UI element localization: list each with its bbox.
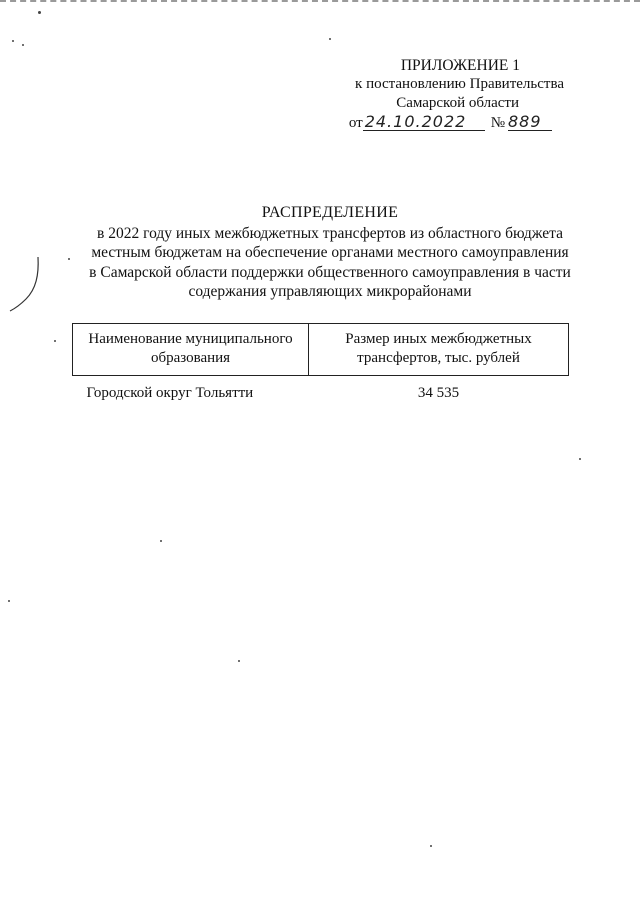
header-municipality: Наименование муниципального образования — [73, 324, 309, 376]
scan-speck — [38, 11, 41, 14]
scan-speck — [8, 600, 10, 602]
table-row — [73, 376, 569, 408]
heading-line-4: содержания управляющих микрорайонами — [188, 283, 472, 300]
appendix-title: ПРИЛОЖЕНИЕ 1 — [400, 57, 520, 74]
scan-speck — [22, 44, 24, 46]
scan-speck — [430, 845, 432, 847]
scan-top-border — [0, 0, 640, 3]
heading-line-2: местным бюджетам на обеспечение органами местного самоуправления — [91, 244, 569, 261]
appendix-block — [304, 56, 564, 133]
table-header-row — [73, 324, 569, 376]
handwritten-date: 24.10.2022 — [363, 113, 485, 131]
scan-speck — [12, 40, 14, 42]
heading-line-1: в 2022 году иных межбюджетных трансфертов из областного бюджета — [97, 224, 563, 242]
appendix-region-line: Самарской области — [396, 95, 519, 111]
margin-pen-mark — [8, 255, 44, 315]
appendix-decree-line: к постановлению Правительства — [355, 76, 564, 92]
scan-speck — [54, 340, 56, 342]
document-heading — [60, 203, 600, 302]
heading-line-3: в Самарской области поддержки общественного самоуправления в части — [89, 263, 571, 281]
header-amount: Размер иных межбюджетных трансфертов, тыс. рублей — [309, 324, 569, 376]
scan-speck — [329, 38, 331, 40]
scan-speck — [160, 540, 162, 542]
number-label: № — [490, 115, 505, 131]
date-prefix: от — [348, 115, 363, 131]
document-title: РАСПРЕДЕЛЕНИЕ — [261, 204, 399, 221]
distribution-table — [72, 323, 569, 407]
handwritten-number: 889 — [508, 113, 552, 131]
scan-speck — [238, 660, 240, 662]
cell-amount: 34 535 — [417, 385, 460, 401]
scan-speck — [579, 458, 581, 460]
cell-municipality-name: Городской округ Тольятти — [86, 385, 254, 401]
decree-date-line — [349, 113, 564, 133]
